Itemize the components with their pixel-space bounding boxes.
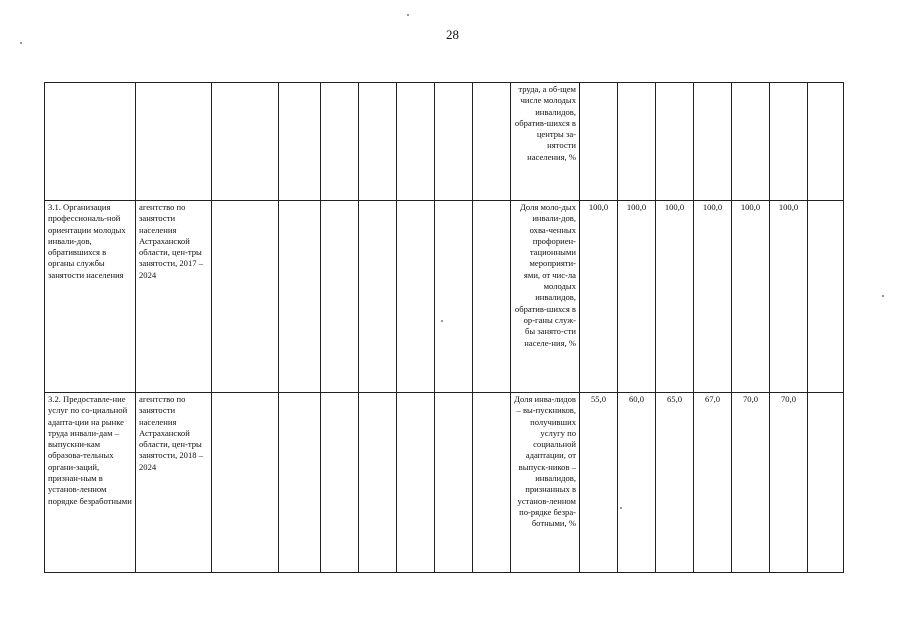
empty-cell [45, 83, 136, 201]
scan-speck [407, 14, 409, 16]
program-table [44, 82, 844, 573]
empty-cell [279, 201, 321, 393]
empty-cell [359, 393, 397, 573]
empty-cell [212, 83, 279, 201]
indicator-cell: Доля инва-лидов – вы-пускников, получивших услугу по социальной адаптации, от выпуск-ников – инвалидов, признанных в установ-ленном по-рядке безра-ботными, % [511, 393, 580, 573]
empty-cell [473, 201, 511, 393]
executor-cell: агентство по занятости населения Астраханской области, цен-тры занятости, 2017 – 2024 [136, 201, 212, 393]
empty-cell [618, 83, 656, 201]
empty-cell [359, 201, 397, 393]
value-cell: 70,0 [732, 393, 770, 573]
empty-cell [435, 201, 473, 393]
value-cell: 100,0 [732, 201, 770, 393]
empty-cell [694, 83, 732, 201]
empty-cell [473, 393, 511, 573]
empty-cell [808, 393, 844, 573]
indicator-cell: Доля моло-дых инвали-дов, охва-ченных профориен-тационными мероприяти-ями, от чис-ла молодых инвалидов, обратив-шихся в ор-ганы служ-бы занято-сти населе-ния, % [511, 201, 580, 393]
empty-cell [397, 201, 435, 393]
empty-cell [321, 393, 359, 573]
empty-cell [580, 83, 618, 201]
continuation-row [45, 83, 844, 201]
value-cell: 70,0 [770, 393, 808, 573]
event-cell: 3.2. Предоставле-ние услуг по со-циальной адапта-ции на рынке труда инвали-дам – выпускни-кам образова-тельных органи-заций, признан-ным в установ-ленном порядке безработными [45, 393, 136, 573]
empty-cell [732, 83, 770, 201]
table-row-3-1 [45, 201, 844, 393]
value-cell: 100,0 [618, 201, 656, 393]
value-cell: 60,0 [618, 393, 656, 573]
value-cell: 100,0 [694, 201, 732, 393]
empty-cell [435, 393, 473, 573]
empty-cell [656, 83, 694, 201]
value-cell: 67,0 [694, 393, 732, 573]
scan-speck [441, 320, 443, 322]
empty-cell [212, 201, 279, 393]
empty-cell [397, 393, 435, 573]
indicator-continuation-cell: труда, а об-щем числе молодых инвалидов, обратив-шихся в центры за-нятости населения, % [511, 83, 580, 201]
empty-cell [435, 83, 473, 201]
value-cell: 100,0 [770, 201, 808, 393]
scan-speck [882, 295, 884, 297]
scan-speck [20, 42, 22, 44]
empty-cell [321, 201, 359, 393]
scan-speck [620, 507, 622, 509]
empty-cell [279, 83, 321, 201]
value-cell: 65,0 [656, 393, 694, 573]
value-cell: 100,0 [580, 201, 618, 393]
empty-cell [279, 393, 321, 573]
event-cell: 3.1. Организация профессиональ-ной ориентации молодых инвали-дов, обратившихся в органы службы занятости населения [45, 201, 136, 393]
empty-cell [359, 83, 397, 201]
page-number: 28 [446, 27, 459, 42]
executor-cell: агентство по занятости населения Астраханской области, цен-тры занятости, 2018 – 2024 [136, 393, 212, 573]
empty-cell [136, 83, 212, 201]
empty-cell [397, 83, 435, 201]
table-row-3-2 [45, 393, 844, 573]
empty-cell [808, 201, 844, 393]
value-cell: 100,0 [656, 201, 694, 393]
empty-cell [212, 393, 279, 573]
empty-cell [321, 83, 359, 201]
empty-cell [808, 83, 844, 201]
value-cell: 55,0 [580, 393, 618, 573]
empty-cell [770, 83, 808, 201]
empty-cell [473, 83, 511, 201]
